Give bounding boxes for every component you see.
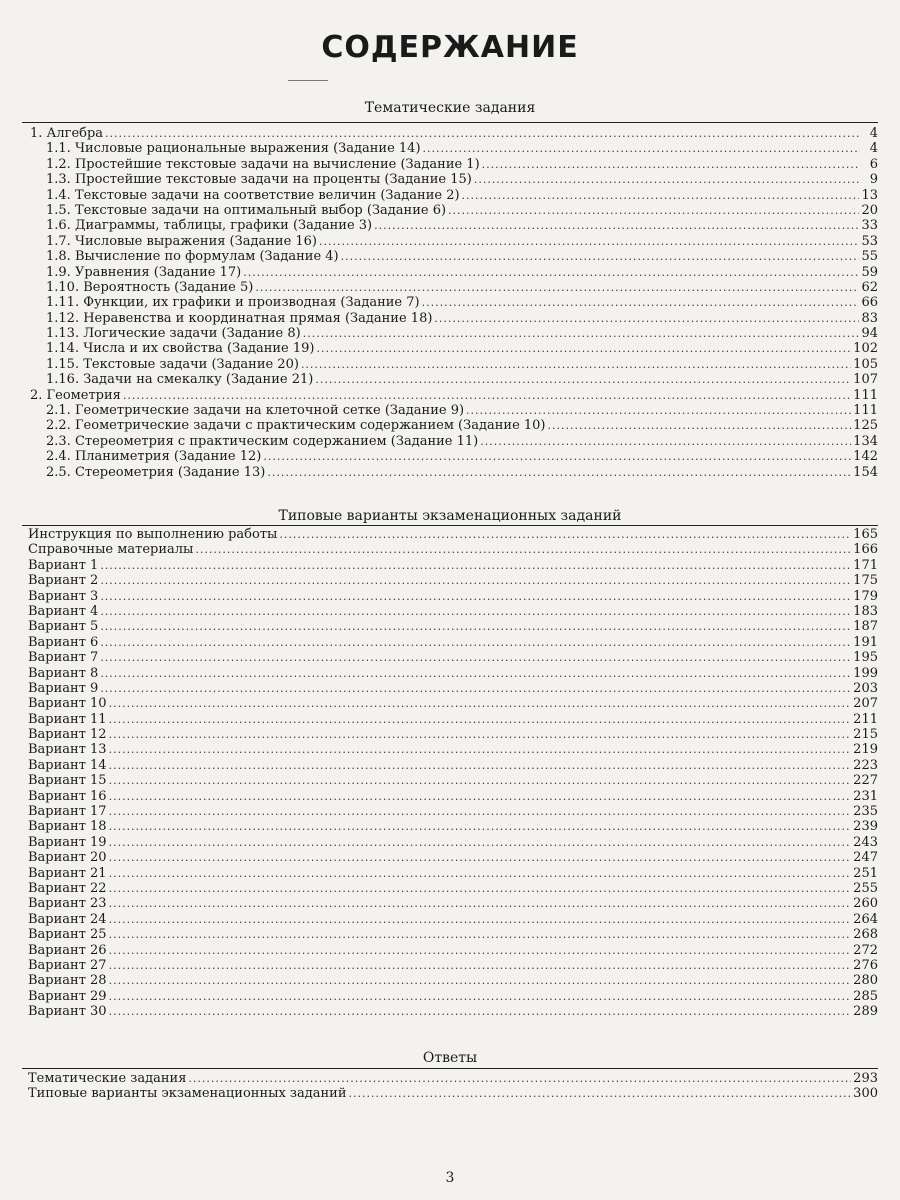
toc-entry-label: 1.7. Числовые выражения (Задание 16): [46, 233, 318, 249]
dot-leader: [100, 619, 851, 634]
toc-entry-page-number: 6: [869, 156, 878, 172]
toc-entry-label: Инструкция по выполнению работы: [28, 526, 278, 542]
toc-entry: [22, 357, 878, 372]
toc-entry-page-number: 33: [861, 218, 878, 234]
toc-entry-label: Вариант 29: [28, 988, 107, 1004]
toc-entry: [22, 388, 878, 403]
toc-entry-label: Вариант 14: [28, 757, 107, 773]
toc-entry: [22, 866, 878, 881]
toc-entry: [22, 126, 878, 141]
toc-entry-label: Вариант 22: [28, 880, 107, 896]
section-heading-thematic: Тематические задания: [364, 100, 536, 116]
toc-entry-page-number: 227: [853, 773, 878, 789]
toc-entry-label: Вариант 8: [28, 665, 99, 681]
toc-entry-page-number: 183: [853, 603, 878, 619]
toc-entry: [22, 912, 878, 927]
toc-entry-page-number: 187: [853, 619, 878, 635]
dot-leader: [448, 203, 859, 218]
dot-leader: [480, 434, 851, 449]
dot-leader: [474, 172, 860, 187]
toc-entry-page-number: 171: [853, 557, 878, 573]
toc-entry-page-number: 107: [853, 372, 878, 388]
dot-leader: [255, 280, 859, 295]
toc-entry-page-number: 166: [853, 542, 878, 558]
toc-entry: [22, 727, 878, 742]
dot-leader: [109, 758, 852, 773]
toc-entry-label: Вариант 15: [28, 773, 107, 789]
dot-leader: [349, 1086, 852, 1101]
dot-leader: [109, 773, 852, 788]
toc-entry: [22, 265, 878, 280]
toc-entry-page-number: 165: [853, 526, 878, 542]
dot-leader: [100, 681, 851, 696]
toc-entry: [22, 249, 878, 264]
toc-entry-label: Вариант 27: [28, 957, 107, 973]
dot-leader: [267, 465, 851, 480]
dot-leader: [109, 835, 852, 850]
title-divider: [288, 80, 328, 81]
toc-entry: [22, 203, 878, 218]
toc-entry-label: 1.1. Числовые рациональные выражения (Задание 14): [46, 141, 421, 157]
toc-entry-label: Вариант 28: [28, 973, 107, 989]
toc-entry-label: 1.15. Текстовые задачи (Задание 20): [46, 356, 299, 372]
toc-entry-label: 1.8. Вычисление по формулам (Задание 4): [46, 249, 339, 265]
toc-entry-label: Вариант 1: [28, 557, 99, 573]
toc-entry: [22, 973, 878, 988]
toc-entry-page-number: 111: [853, 403, 878, 419]
dot-leader: [243, 265, 859, 280]
toc-entry-label: 1.9. Уравнения (Задание 17): [46, 264, 242, 280]
section-heading-answers: Ответы: [422, 1050, 478, 1066]
toc-entry: [22, 927, 878, 942]
toc-entry-label: 1.11. Функции, их графики и производная (Задание 7): [46, 295, 420, 311]
toc-entry-label: 1.13. Логические задачи (Задание 8): [46, 326, 301, 342]
toc-entry-label: 2.3. Стереометрия с практическим содержанием (Задание 11): [46, 433, 479, 449]
toc-entry: [22, 789, 878, 804]
dot-leader: [109, 912, 852, 927]
toc-entry-label: Вариант 12: [28, 727, 107, 743]
toc-entry-label: Вариант 30: [28, 1004, 107, 1020]
toc-entry: [22, 896, 878, 911]
toc-entry-label: Тематические задания: [28, 1070, 187, 1086]
toc-entry: [22, 527, 878, 542]
toc-entry: [22, 958, 878, 973]
toc-entry: [22, 1071, 878, 1086]
section-divider-answers: [22, 1068, 878, 1069]
toc-entry: [22, 819, 878, 834]
toc-entry-page-number: 264: [853, 911, 878, 927]
toc-entry-label: Вариант 2: [28, 573, 99, 589]
toc-entry: [22, 418, 878, 433]
toc-entry-page-number: 215: [853, 727, 878, 743]
dot-leader: [374, 218, 859, 233]
toc-entry-label: 1.12. Неравенства и координатная прямая (Задание 18): [46, 310, 433, 326]
toc-entry: [22, 773, 878, 788]
toc-entry: [22, 542, 878, 557]
dot-leader: [100, 589, 851, 604]
toc-entry: [22, 589, 878, 604]
toc-entry-page-number: 251: [853, 865, 878, 881]
dot-leader: [548, 418, 852, 433]
toc-entry-label: Справочные материалы: [28, 542, 194, 558]
toc-entry: [22, 619, 878, 634]
toc-entry: [22, 372, 878, 387]
toc-entry-label: Вариант 20: [28, 850, 107, 866]
dot-leader: [109, 973, 852, 988]
toc-entry-label: Вариант 24: [28, 911, 107, 927]
toc-entry-page-number: 235: [853, 804, 878, 820]
dot-leader: [109, 742, 852, 757]
toc-entry-page-number: 4: [869, 141, 878, 157]
dot-leader: [109, 819, 852, 834]
dot-leader: [434, 311, 859, 326]
toc-entry: [22, 573, 878, 588]
toc-entry-page-number: 203: [853, 680, 878, 696]
toc-entry-page-number: 239: [853, 819, 878, 835]
toc-entry-page-number: 199: [853, 665, 878, 681]
toc-entry: [22, 157, 878, 172]
toc-entry: [22, 434, 878, 449]
dot-leader: [100, 573, 851, 588]
toc-entry: [22, 311, 878, 326]
dot-leader: [315, 372, 851, 387]
toc-entry: [22, 326, 878, 341]
dot-leader: [188, 1071, 851, 1086]
dot-leader: [109, 943, 852, 958]
toc-entry-page-number: 134: [853, 433, 878, 449]
toc-entry-page-number: 195: [853, 650, 878, 666]
toc-variants-list: [22, 527, 878, 1020]
toc-entry: [22, 449, 878, 464]
toc-entry-label: 1.14. Числа и их свойства (Задание 19): [46, 341, 315, 357]
toc-entry-page-number: 243: [853, 834, 878, 850]
toc-entry: [22, 403, 878, 418]
toc-entry-page-number: 293: [853, 1070, 878, 1086]
toc-entry: [22, 558, 878, 573]
toc-entry-page-number: 247: [853, 850, 878, 866]
dot-leader: [109, 804, 852, 819]
dot-leader: [462, 188, 860, 203]
toc-entry: [22, 835, 878, 850]
toc-entry: [22, 804, 878, 819]
toc-entry: [22, 881, 878, 896]
dot-leader: [123, 388, 851, 403]
toc-entry-label: 1.16. Задачи на смекалку (Задание 21): [46, 372, 314, 388]
toc-entry: [22, 758, 878, 773]
toc-entry: [22, 850, 878, 865]
toc-entry-page-number: 207: [853, 696, 878, 712]
dot-leader: [100, 635, 851, 650]
toc-entry-page-number: 53: [861, 233, 878, 249]
toc-entry-page-number: 268: [853, 927, 878, 943]
dot-leader: [109, 789, 852, 804]
toc-entry: [22, 141, 878, 156]
dot-leader: [100, 666, 851, 681]
toc-entry-label: Вариант 25: [28, 927, 107, 943]
dot-leader: [341, 249, 860, 264]
dot-leader: [466, 403, 851, 418]
dot-leader: [263, 449, 851, 464]
toc-entry-page-number: 111: [853, 387, 878, 403]
toc-entry: [22, 295, 878, 310]
toc-entry-page-number: 4: [869, 125, 878, 141]
dot-leader: [109, 896, 852, 911]
dot-leader: [109, 927, 852, 942]
toc-entry-label: Вариант 19: [28, 834, 107, 850]
toc-entry: [22, 989, 878, 1004]
toc-entry-label: Вариант 3: [28, 588, 99, 604]
dot-leader: [195, 542, 851, 557]
toc-entry: [22, 681, 878, 696]
toc-entry-page-number: 13: [861, 187, 878, 203]
toc-entry-label: Вариант 26: [28, 942, 107, 958]
toc-entry-page-number: 289: [853, 1004, 878, 1020]
toc-entry: [22, 341, 878, 356]
dot-leader: [109, 881, 852, 896]
toc-entry: [22, 635, 878, 650]
toc-entry-page-number: 59: [861, 264, 878, 280]
dot-leader: [109, 866, 852, 881]
toc-entry-page-number: 300: [853, 1086, 878, 1102]
toc-entry-page-number: 20: [861, 202, 878, 218]
toc-entry: [22, 604, 878, 619]
toc-entry-label: 2. Геометрия: [30, 387, 121, 403]
toc-entry: [22, 1004, 878, 1019]
toc-entry-label: Вариант 10: [28, 696, 107, 712]
toc-entry: [22, 218, 878, 233]
dot-leader: [422, 295, 860, 310]
toc-entry-label: Вариант 9: [28, 680, 99, 696]
toc-entry: [22, 742, 878, 757]
toc-entry-label: 1. Алгебра: [30, 125, 104, 141]
toc-entry-label: Вариант 6: [28, 634, 99, 650]
toc-entry-label: Вариант 21: [28, 865, 107, 881]
toc-entry-page-number: 260: [853, 896, 878, 912]
toc-entry: [22, 465, 878, 480]
toc-entry-page-number: 125: [853, 418, 878, 434]
toc-entry: [22, 712, 878, 727]
dot-leader: [100, 558, 851, 573]
toc-answers-list: [22, 1071, 878, 1102]
toc-entry-label: 1.3. Простейшие текстовые задачи на проценты (Задание 15): [46, 172, 472, 188]
toc-entry-page-number: 285: [853, 988, 878, 1004]
toc-entry-label: 2.5. Стереометрия (Задание 13): [46, 464, 266, 480]
dot-leader: [303, 326, 860, 341]
toc-entry-page-number: 142: [853, 449, 878, 465]
toc-entry-page-number: 276: [853, 957, 878, 973]
toc-entry-label: 1.4. Текстовые задачи на соответствие величин (Задание 2): [46, 187, 460, 203]
toc-entry-label: Вариант 13: [28, 742, 107, 758]
toc-entry: [22, 234, 878, 249]
toc-entry: [22, 943, 878, 958]
dot-leader: [319, 234, 859, 249]
toc-thematic-list: [22, 126, 878, 480]
toc-entry-page-number: 102: [853, 341, 878, 357]
toc-entry-page-number: 280: [853, 973, 878, 989]
section-divider-variants: [22, 525, 878, 526]
toc-entry: [22, 1086, 878, 1101]
toc-entry-page-number: 231: [853, 788, 878, 804]
dot-leader: [100, 650, 851, 665]
toc-entry-page-number: 105: [853, 356, 878, 372]
dot-leader: [482, 157, 860, 172]
toc-entry-label: Вариант 4: [28, 603, 99, 619]
toc-entry-label: Вариант 16: [28, 788, 107, 804]
dot-leader: [109, 727, 852, 742]
toc-entry-label: Вариант 5: [28, 619, 99, 635]
dot-leader: [316, 341, 851, 356]
toc-entry-label: Вариант 7: [28, 650, 99, 666]
dot-leader: [105, 126, 860, 141]
toc-entry-label: 2.2. Геометрические задачи с практическим содержанием (Задание 10): [46, 418, 546, 434]
dot-leader: [100, 604, 851, 619]
toc-entry-label: 1.2. Простейшие текстовые задачи на вычисление (Задание 1): [46, 156, 480, 172]
toc-entry-page-number: 255: [853, 880, 878, 896]
toc-entry-page-number: 62: [861, 279, 878, 295]
toc-entry-page-number: 94: [861, 326, 878, 342]
toc-entry-page-number: 211: [853, 711, 878, 727]
toc-entry-page-number: 175: [853, 573, 878, 589]
toc-entry: [22, 188, 878, 203]
section-divider-thematic: [22, 122, 878, 123]
toc-entry-page-number: 154: [853, 464, 878, 480]
toc-entry-label: Вариант 18: [28, 819, 107, 835]
toc-entry-page-number: 83: [861, 310, 878, 326]
toc-entry-page-number: 55: [861, 249, 878, 265]
page-number: 3: [445, 1170, 455, 1186]
toc-entry-page-number: 219: [853, 742, 878, 758]
toc-entry: [22, 280, 878, 295]
toc-entry-label: 1.6. Диаграммы, таблицы, графики (Задание 3): [46, 218, 373, 234]
toc-entry-page-number: 223: [853, 757, 878, 773]
toc-entry-label: Вариант 23: [28, 896, 107, 912]
toc-entry-page-number: 179: [853, 588, 878, 604]
dot-leader: [109, 696, 852, 711]
dot-leader: [109, 850, 852, 865]
toc-entry-label: Вариант 11: [28, 711, 107, 727]
dot-leader: [109, 1004, 852, 1019]
toc-entry: [22, 696, 878, 711]
toc-entry: [22, 650, 878, 665]
dot-leader: [109, 958, 852, 973]
toc-entry-page-number: 66: [861, 295, 878, 311]
dot-leader: [423, 141, 860, 156]
toc-entry-label: 2.1. Геометрические задачи на клеточной сетке (Задание 9): [46, 403, 465, 419]
toc-entry-page-number: 272: [853, 942, 878, 958]
toc-entry-page-number: 9: [869, 172, 878, 188]
dot-leader: [109, 989, 852, 1004]
toc-entry-label: Вариант 17: [28, 804, 107, 820]
toc-entry: [22, 172, 878, 187]
dot-leader: [301, 357, 851, 372]
dot-leader: [279, 527, 851, 542]
toc-entry-page-number: 191: [853, 634, 878, 650]
toc-entry-label: 1.10. Вероятность (Задание 5): [46, 279, 254, 295]
toc-entry-label: 2.4. Планиметрия (Задание 12): [46, 449, 262, 465]
toc-entry-label: Типовые варианты экзаменационных заданий: [28, 1086, 347, 1102]
toc-entry-label: 1.5. Текстовые задачи на оптимальный выбор (Задание 6): [46, 202, 447, 218]
section-heading-variants: Типовые варианты экзаменационных заданий: [278, 508, 622, 524]
dot-leader: [109, 712, 852, 727]
page-title: СОДЕРЖАНИЕ: [321, 30, 579, 65]
toc-entry: [22, 666, 878, 681]
